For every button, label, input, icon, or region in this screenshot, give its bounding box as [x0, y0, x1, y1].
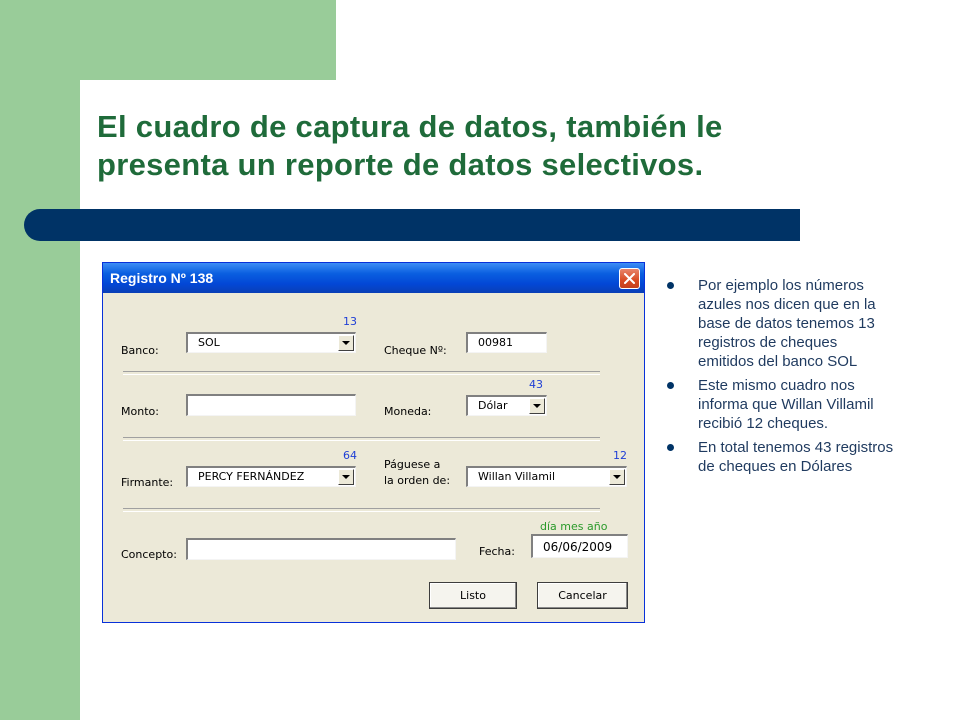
- paguese-value: Willan Villamil: [478, 470, 556, 483]
- firmante-select[interactable]: [186, 466, 356, 487]
- banco-dropdown-button[interactable]: [338, 335, 354, 351]
- paguese-count: 12: [613, 449, 627, 462]
- firmante-dropdown-button[interactable]: [338, 469, 354, 485]
- bullet-icon: [667, 282, 674, 289]
- concepto-input[interactable]: [186, 538, 456, 560]
- separator: [123, 371, 600, 375]
- paguese-select[interactable]: [466, 466, 627, 487]
- paguese-label-line1: Páguese a: [384, 458, 441, 471]
- close-icon: [624, 273, 635, 284]
- moneda-label: Moneda:: [384, 405, 432, 418]
- fecha-format-header: día mes año: [540, 520, 608, 533]
- chevron-down-icon: [342, 475, 350, 480]
- fecha-label: Fecha:: [479, 545, 515, 558]
- bullet-item: [666, 438, 896, 476]
- moneda-dropdown-button[interactable]: [529, 398, 545, 414]
- chevron-down-icon: [342, 341, 350, 346]
- dialog-title: Registro Nº 138: [110, 270, 214, 286]
- chevron-down-icon: [533, 404, 541, 409]
- banco-value: SOL: [198, 336, 220, 349]
- bullet-item: [666, 376, 896, 433]
- firmante-count: 64: [343, 449, 357, 462]
- moneda-select[interactable]: [466, 395, 547, 416]
- bullet-text: Este mismo cuadro nos informa que Willan Villamil recibió 12 cheques.: [698, 377, 874, 432]
- registro-dialog: [102, 262, 645, 623]
- paguese-dropdown-button[interactable]: [609, 469, 625, 485]
- bullet-icon: [667, 444, 674, 451]
- fecha-value: 06/06/2009: [543, 540, 613, 554]
- monto-label: Monto:: [121, 405, 159, 418]
- firmante-label: Firmante:: [121, 476, 174, 489]
- banco-select[interactable]: [186, 332, 356, 353]
- bullet-text: En total tenemos 43 registros de cheques en Dólares: [698, 439, 894, 475]
- listo-button[interactable]: Listo: [429, 582, 517, 609]
- separator: [123, 508, 600, 512]
- moneda-count: 43: [529, 378, 543, 391]
- dialog-titlebar[interactable]: [103, 263, 644, 293]
- bullet-icon: [667, 382, 674, 389]
- fecha-input[interactable]: [531, 534, 628, 558]
- bullet-text: Por ejemplo los números azules nos dicen que en la base de datos tenemos 13 registros de cheques emitidos del banco SOL: [698, 277, 876, 370]
- title-underline-bar: [24, 209, 800, 241]
- concepto-label: Concepto:: [121, 548, 177, 561]
- chevron-down-icon: [613, 475, 621, 480]
- cheque-value: 00981: [478, 336, 513, 349]
- slide-title: El cuadro de captura de datos, también le presenta un reporte de datos selectivos.: [97, 109, 723, 182]
- bullet-item: [666, 276, 896, 371]
- firmante-value: PERCY FERNÁNDEZ: [198, 470, 305, 483]
- moneda-value: Dólar: [478, 399, 508, 412]
- cheque-input[interactable]: [466, 332, 547, 353]
- slide-side-panel: [0, 0, 80, 720]
- monto-input[interactable]: [186, 394, 356, 416]
- banco-count: 13: [343, 315, 357, 328]
- slide-top-panel: [0, 0, 336, 80]
- bullet-list: [666, 276, 896, 481]
- separator: [123, 437, 600, 441]
- close-button[interactable]: [619, 268, 640, 289]
- cheque-label: Cheque Nº:: [384, 344, 447, 357]
- paguese-label-line2: la orden de:: [384, 474, 451, 487]
- cancelar-button[interactable]: Cancelar: [537, 582, 628, 609]
- banco-label: Banco:: [121, 344, 159, 357]
